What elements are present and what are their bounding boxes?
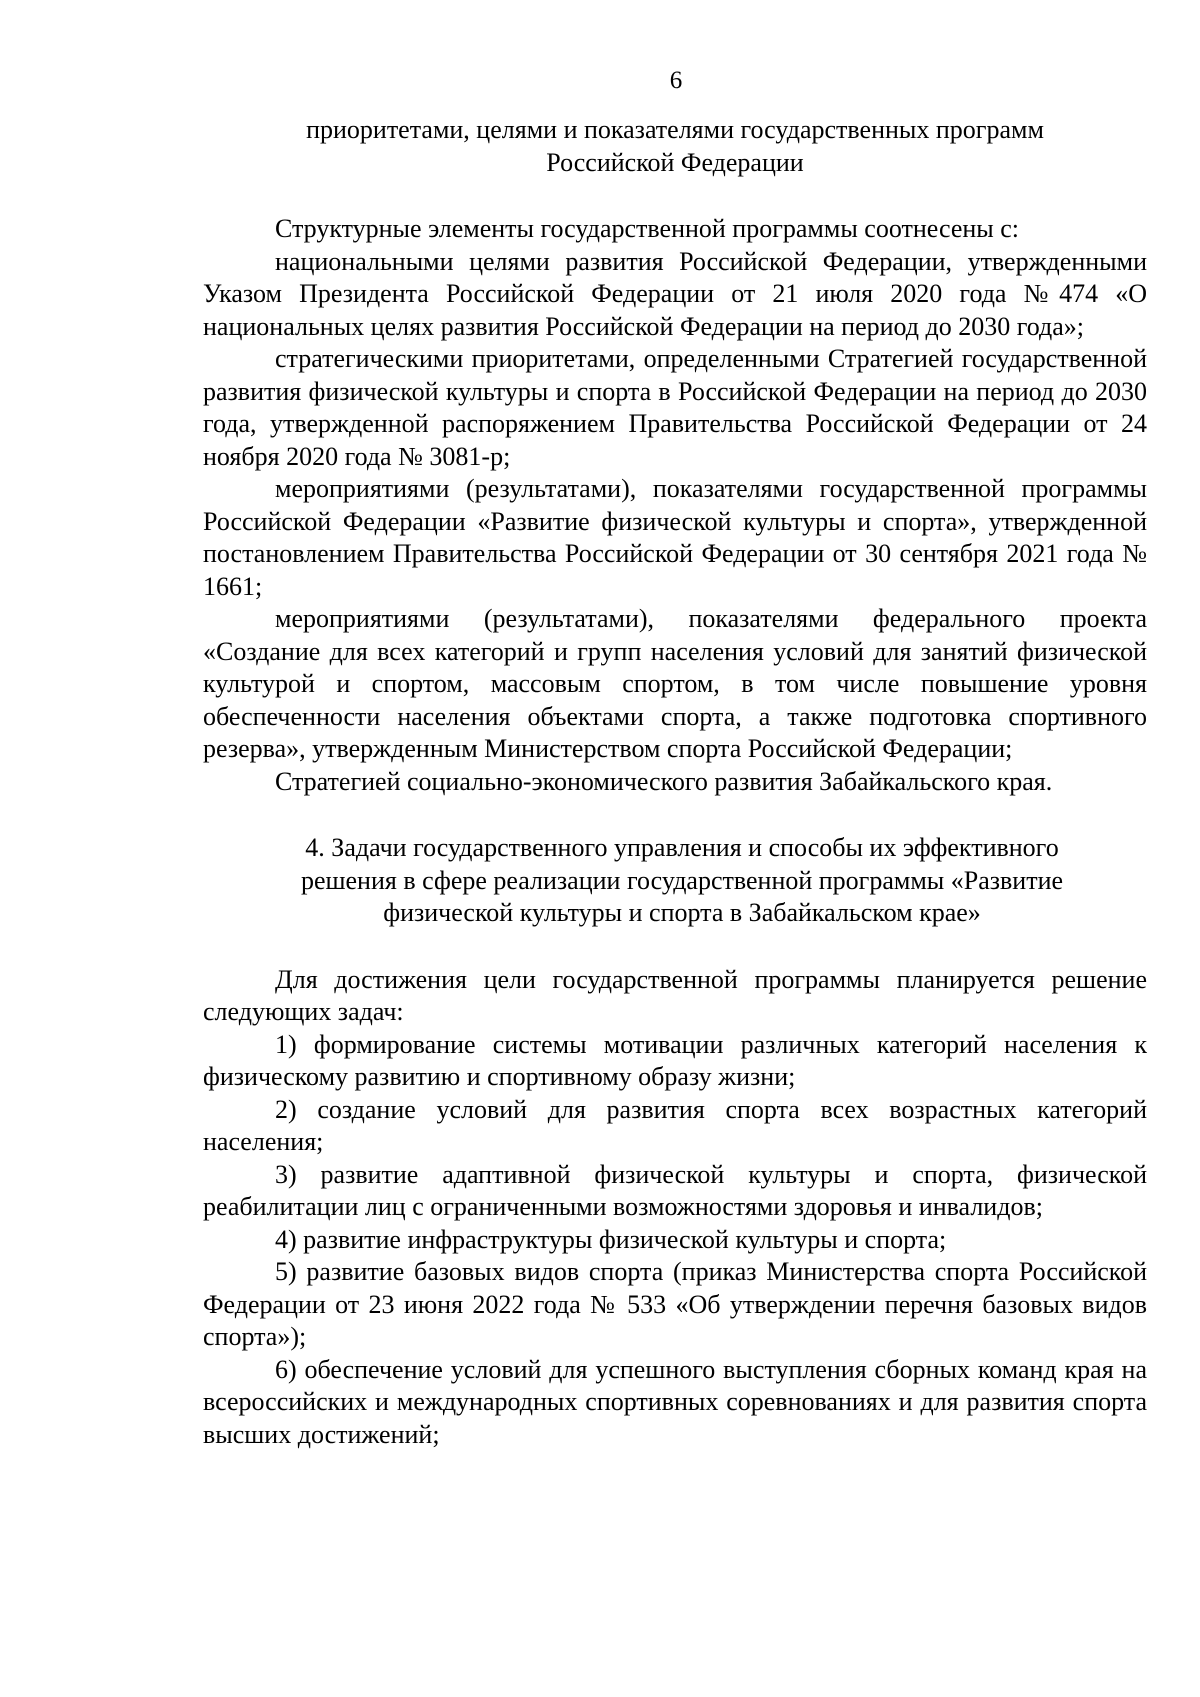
list-item-task-2: 2) создание условий для развития спорта всех возрастных категорий населения;: [203, 1094, 1147, 1156]
paragraph-structural-elements: Структурные элементы государственной программы соотнесены с:: [275, 214, 1020, 243]
paragraph-tasks-intro: Для достижения цели государственной программы планируется решение следующих задач:: [203, 964, 1147, 1026]
intro-heading-line-1: приоритетами, целями и показателями государственных программ: [306, 115, 1044, 144]
list-item-task-5: 5) развитие базовых видов спорта (приказ Министерства спорта Российской Федерации от 23 июня 2022 года № 533 «Об утверждении перечня базовых видов спорта»);: [203, 1257, 1147, 1351]
spacer: [203, 798, 1147, 832]
section-4-heading-line-1: 4. Задачи государственного управления и способы их эффективного: [305, 833, 1059, 862]
list-item-task-3: 3) развитие адаптивной физической культуры и спорта, физической реабилитации лиц с ограниченными возможностями здоровья и инвалидов;: [203, 1159, 1147, 1221]
spacer: [203, 179, 1147, 213]
page-number: 6: [669, 67, 683, 94]
document-body: [203, 114, 1147, 1451]
paragraph-strategic-priorities: стратегическими приоритетами, определенными Стратегией государственной развития физической культуры и спорта в Российской Федерации на период до 2030 года, утвержденной распоряжением Правительства Российской Федерации от 24 ноября 2020 года № 3081-р;: [203, 344, 1147, 471]
paragraph-national-goals: национальными целями развития Российской Федерации, утвержденными Указом Президента Российской Федерации от 21 июля 2020 года №474 «О национальных целях развития Российской Федерации на период до 2030 года»;: [203, 246, 1147, 341]
paragraph-state-program-events: мероприятиями (результатами), показателями государственной программы Российской Федерации «Развитие физической культуры и спорта», утвержденной постановлением Правительства Российской Федерации от 30 сентября 2021 года № 1661;: [203, 474, 1147, 601]
section-4-heading-line-3: физической культуры и спорта в Забайкальском крае»: [383, 898, 981, 927]
paragraph-regional-strategy: Стратегией социально-экономического развития Забайкальского края.: [275, 766, 1053, 796]
paragraph-federal-project-events: мероприятиями (результатами), показателями федерального проекта «Создание для всех категорий и групп населения условий для занятий физической культурой и спортом, массовым спортом, в том числе повышение уровня обеспеченности населения объектами спорта, а также подготовка спортивного резерва», утвержденным Министерством спорта Российской Федерации;: [203, 604, 1147, 763]
list-item-task-6: 6) обеспечение условий для успешного выступления сборных команд края на всероссийских и международных спортивных соревнованиях и для развития спорта высших достижений;: [203, 1354, 1147, 1449]
intro-heading-line-2: Российской Федерации: [546, 147, 804, 177]
section-4-heading-line-2: решения в сфере реализации государственной программы «Развитие: [300, 865, 1064, 895]
list-item-task-1: 1) формирование системы мотивации различных категорий населения к физическому развитию и спортивному образу жизни;: [203, 1029, 1147, 1091]
list-item-task-4: 4) развитие инфраструктуры физической культуры и спорта;: [275, 1224, 947, 1254]
spacer: [203, 930, 1147, 964]
